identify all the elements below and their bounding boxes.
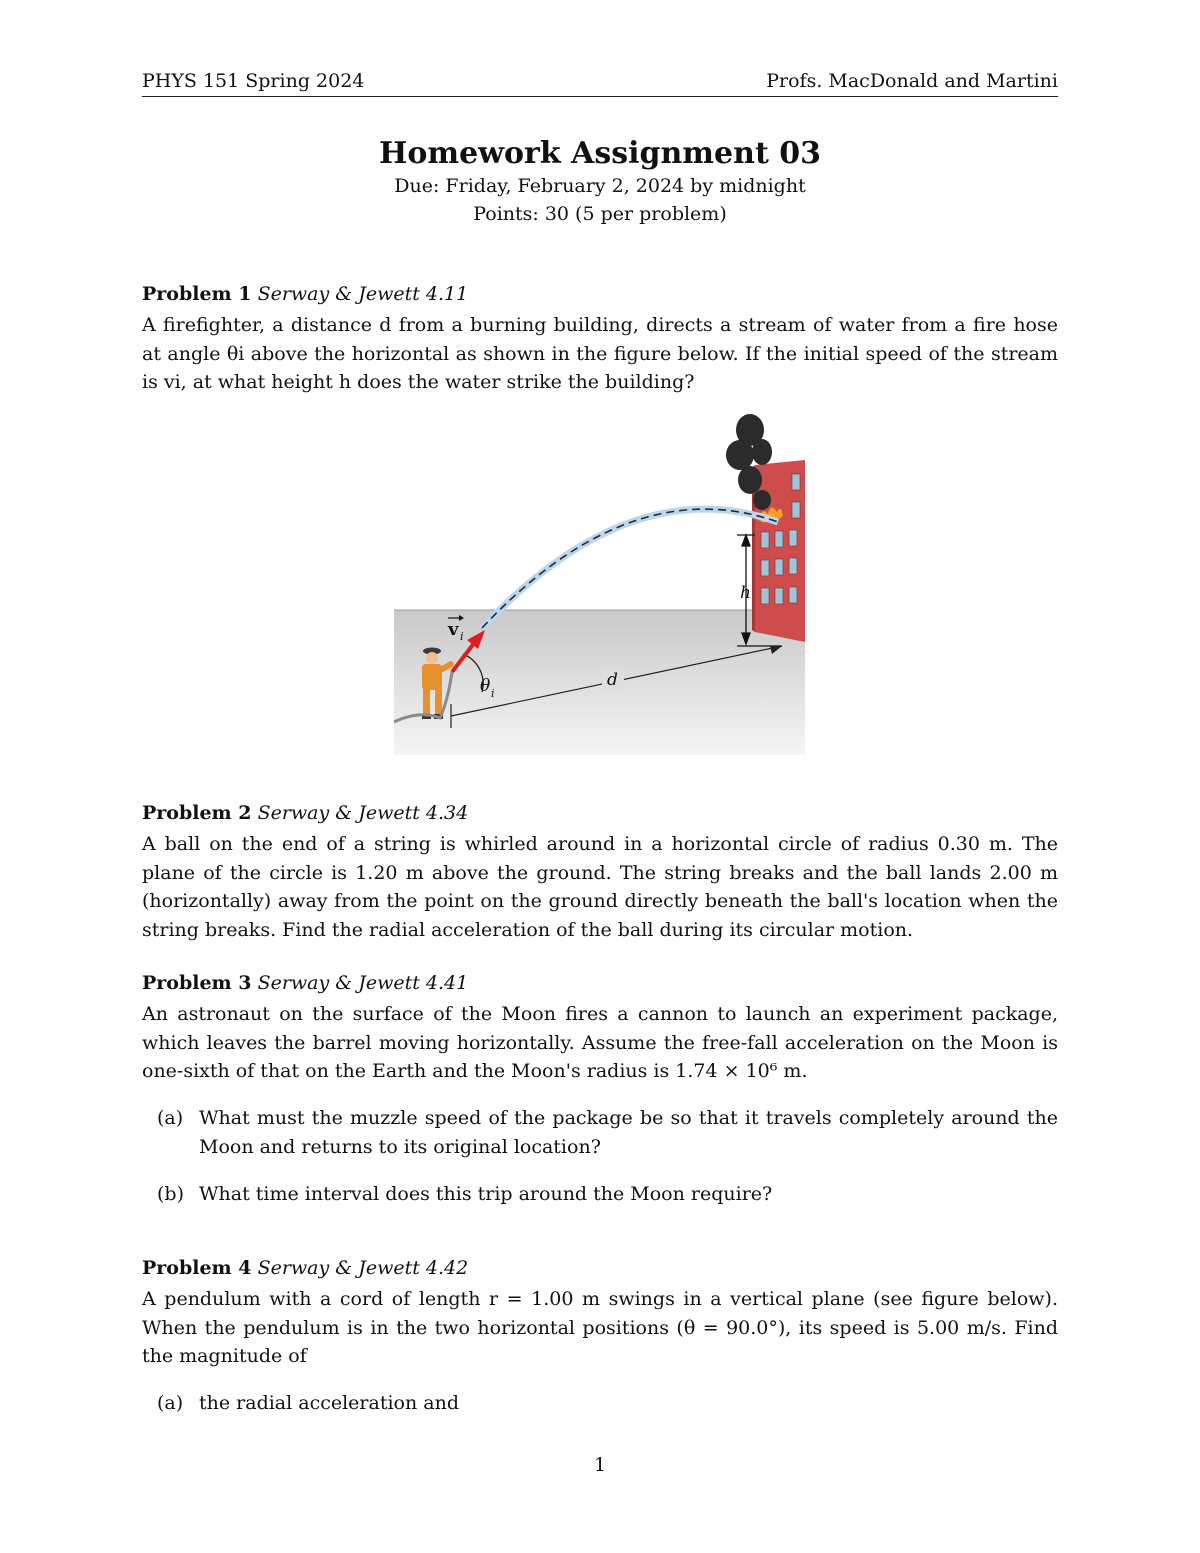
problem-2-heading — [142, 802, 468, 824]
assignment-title: Homework Assignment 03 — [379, 136, 821, 171]
problem-4-heading — [142, 1257, 468, 1279]
part-label: (a) — [157, 1392, 184, 1414]
page-number: 1 — [593, 1454, 607, 1476]
smoke-plume — [726, 414, 772, 510]
figure-svg — [390, 410, 810, 755]
due-date: Due: Friday, February 2, 2024 by midnight — [394, 175, 806, 197]
course-label: PHYS 151 Spring 2024 — [142, 70, 365, 92]
part-label: (b) — [157, 1183, 184, 1205]
points-info: Points: 30 (5 per problem) — [473, 203, 727, 225]
part-text: the radial acceleration and — [199, 1392, 459, 1414]
angle-subscript: i — [491, 687, 495, 700]
angle-label: θ — [480, 676, 491, 696]
firefighter-figure — [390, 410, 810, 755]
problem-label: Problem 2 — [142, 802, 252, 824]
problem-label: Problem 1 — [142, 283, 252, 305]
instructors-label: Profs. MacDonald and Martini — [766, 70, 1058, 92]
part-text: What time interval does this trip around the Moon require? — [199, 1183, 773, 1205]
problem-source: Serway & Jewett 4.34 — [257, 802, 469, 824]
velocity-subscript: i — [460, 630, 464, 643]
page-header — [142, 68, 1058, 97]
problem-2-text: A ball on the end of a string is whirled around in a horizontal circle of radius 0.30 m. The plane of the circle is 1.20 m above the ground. The string breaks and the ball lands 2.00 m (horizontally) away from the point on the ground directly beneath the ball's location when the string breaks. Find the radial acceleration of the ball during its circular motion. — [142, 833, 1058, 941]
problem-1-text: A firefighter, a distance d from a burning building, directs a stream of water from a fire hose at angle θi above the horizontal as shown in the figure below. If the initial speed of the stream is vi, at what height h does the water strike the building? — [142, 314, 1058, 394]
problem-3-part-a — [157, 1104, 1058, 1161]
problem-3-heading — [142, 972, 468, 994]
distance-label: d — [607, 670, 618, 690]
height-label: h — [740, 583, 751, 603]
problem-source: Serway & Jewett 4.11 — [257, 283, 469, 305]
problem-4-part-a — [157, 1389, 1058, 1418]
problem-1-heading — [142, 283, 468, 305]
problem-3-text: An astronaut on the surface of the Moon fires a cannon to launch an experiment package, which leaves the barrel moving horizontally. Assume the free-fall acceleration on the Moon is one-sixth of that on the Earth and the Moon's radius is 1.74 × 10⁶ m. — [142, 1003, 1058, 1083]
problem-label: Problem 4 — [142, 1257, 252, 1279]
part-label: (a) — [157, 1107, 184, 1129]
problem-source: Serway & Jewett 4.42 — [257, 1257, 469, 1279]
problem-source: Serway & Jewett 4.41 — [257, 972, 469, 994]
problem-label: Problem 3 — [142, 972, 252, 994]
problem-4-text: A pendulum with a cord of length r = 1.00 m swings in a vertical plane (see figure below). When the pendulum is in the two horizontal positions (θ = 90.0°), its speed is 5.00 m/s. Find the magnitude of — [142, 1288, 1058, 1368]
problem-3-part-b — [157, 1180, 1058, 1209]
part-text: What must the muzzle speed of the package be so that it travels completely around the Moon and returns to its original location? — [199, 1107, 1058, 1158]
velocity-label: v — [448, 619, 459, 640]
